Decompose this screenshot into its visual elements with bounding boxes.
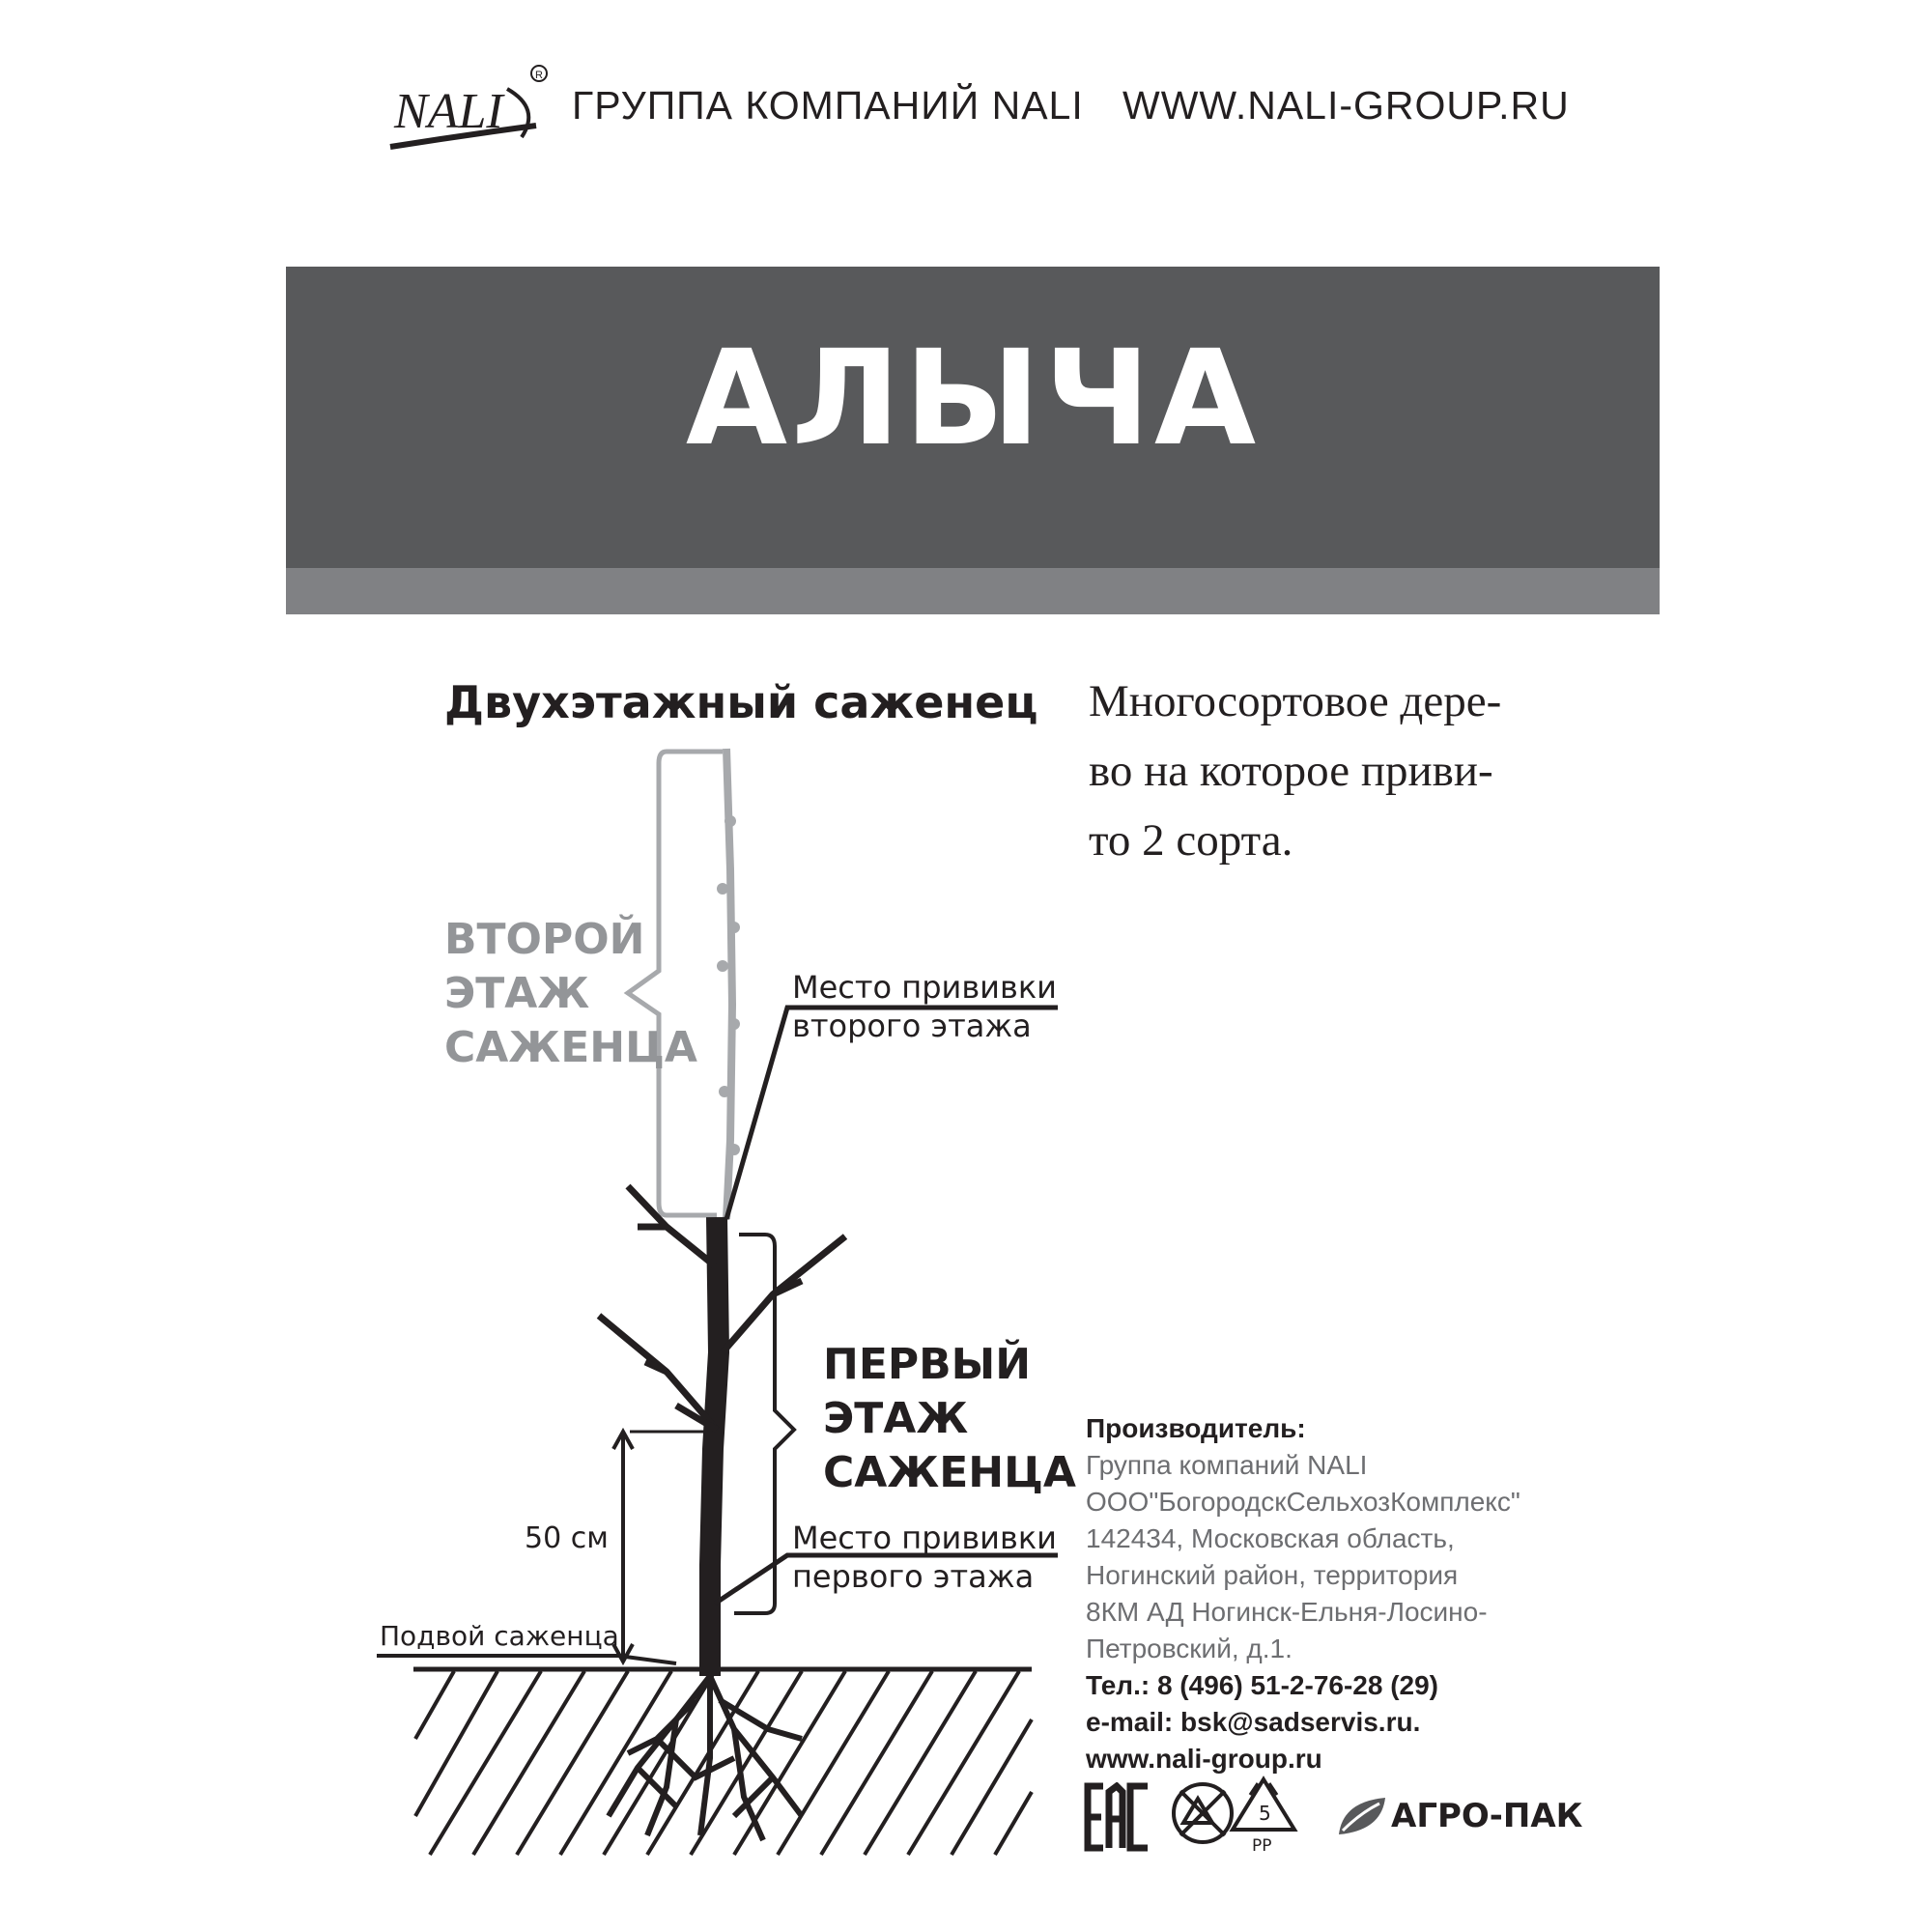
- manufacturer-heading: Производитель:: [1086, 1413, 1306, 1443]
- svg-text:R: R: [535, 70, 543, 81]
- manufacturer-website: www.nali-group.ru: [1086, 1744, 1322, 1774]
- second-floor-line: ВТОРОЙ: [444, 915, 645, 964]
- manufacturer-phone: Тел.: 8 (496) 51-2-76-28 (29): [1086, 1670, 1438, 1700]
- graft-first-line: Место прививки: [792, 1520, 1057, 1556]
- recycle-icon: [1229, 1776, 1298, 1855]
- product-title: АЛЫЧА: [685, 323, 1261, 475]
- graft-second-line: Место прививки: [792, 969, 1057, 1006]
- rootstock-label: Подвой саженца: [380, 1620, 619, 1652]
- second-floor-line: САЖЕНЦА: [444, 1023, 697, 1072]
- manufacturer-line: Петровский, д.1.: [1086, 1634, 1293, 1663]
- agro-pak-brand: АГРО-ПАК: [1391, 1797, 1583, 1835]
- manufacturer-line: Ногинский район, территория: [1086, 1560, 1459, 1590]
- first-floor-line: ЭТАЖ: [823, 1394, 969, 1443]
- height-label: 50 см: [525, 1521, 609, 1555]
- manufacturer-line: 8КМ АД Ногинск-Ельня-Лосино-: [1086, 1597, 1488, 1627]
- nali-logo: [386, 60, 551, 156]
- no-mobius-icon: [1169, 1779, 1236, 1847]
- description-line: то 2 сорта.: [1089, 815, 1293, 866]
- first-floor-line: ПЕРВЫЙ: [823, 1340, 1032, 1389]
- description: [1089, 667, 1572, 875]
- company-name: ГРУППА КОМПАНИЙ NALI: [572, 83, 1084, 128]
- first-floor-line: САЖЕНЦА: [823, 1448, 1076, 1497]
- manufacturer-email: e-mail: bsk@sadservis.ru.: [1086, 1707, 1421, 1737]
- title-band: [286, 568, 1660, 614]
- manufacturer-line: Группа компаний NALI: [1086, 1450, 1368, 1480]
- graft-second-label: [792, 968, 1057, 1045]
- manufacturer-line: ООО"БогородскСельхозКомплекс": [1086, 1487, 1520, 1517]
- svg-text:NALI: NALI: [394, 84, 503, 139]
- graft-first-line: первого этажа: [792, 1558, 1035, 1595]
- manufacturer-info: [1086, 1410, 1520, 1777]
- recycle-number: 5: [1259, 1802, 1271, 1825]
- graft-first-label: [792, 1519, 1057, 1596]
- seedling-type: Двухэтажный саженец: [444, 676, 1038, 728]
- first-floor-label: [823, 1338, 1076, 1500]
- description-line: во на которое приви-: [1089, 746, 1493, 796]
- recycle-code: PP: [1252, 1836, 1272, 1855]
- manufacturer-line: 142434, Московская область,: [1086, 1523, 1455, 1553]
- company-website: WWW.NALI-GROUP.RU: [1122, 83, 1570, 128]
- second-floor-label: [444, 913, 697, 1075]
- second-floor-line: ЭТАЖ: [444, 969, 590, 1018]
- graft-second-line: второго этажа: [792, 1008, 1032, 1044]
- eac-icon: [1084, 1782, 1151, 1852]
- description-line: Многосортовое дере-: [1089, 676, 1502, 726]
